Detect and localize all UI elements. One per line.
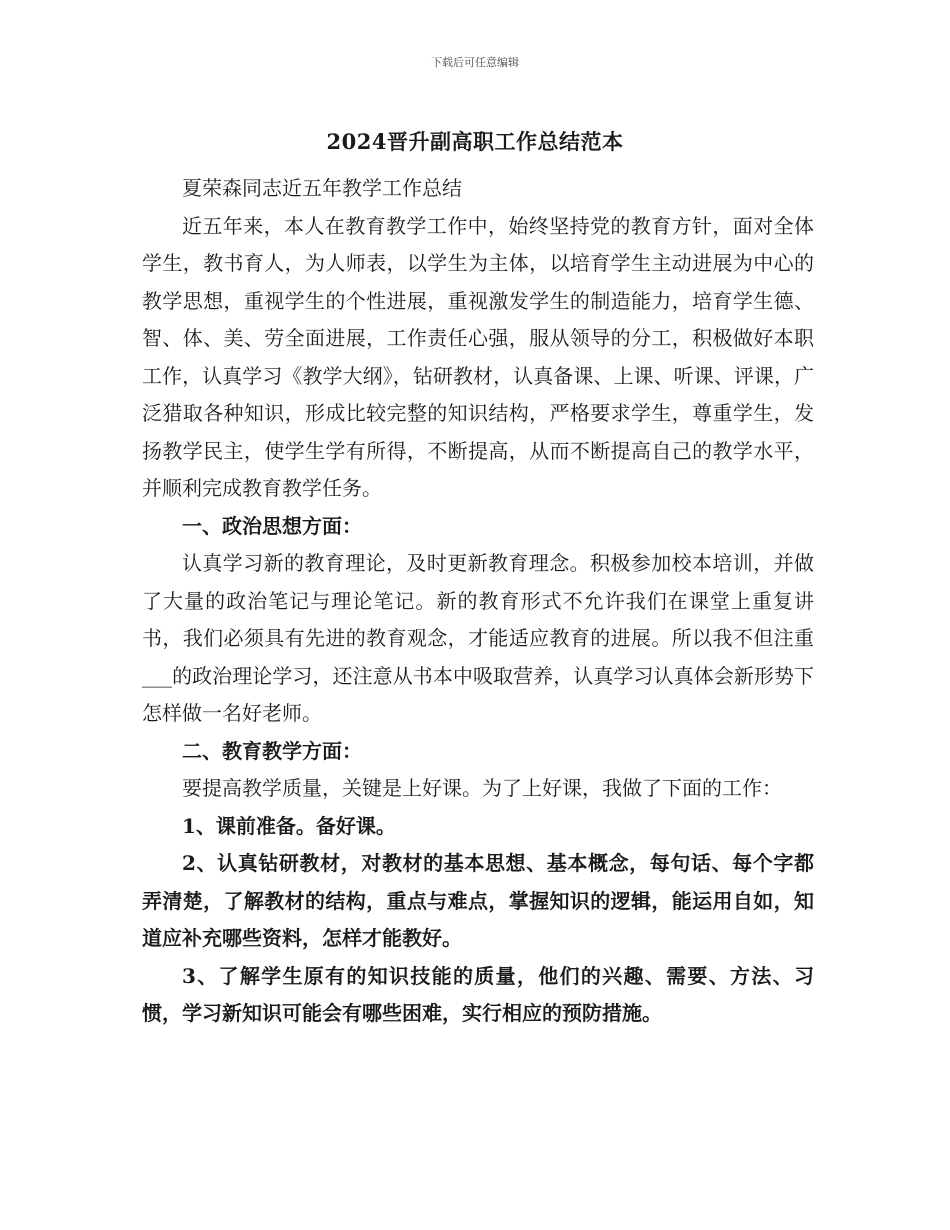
paragraph-intro: 近五年来，本人在教育教学工作中，始终坚持党的教育方针，面对全体学生，教书育人，为人师表，以学生为主体，以培育学生主动进展为中心的教学思想，重视学生的个性进展，重视激发学生的制造能力，培育学生德、智、体、美、劳全面进展，工作责任心强，服从领导的分工，积极做好本职工作，认真学习《教学大纲》，钻研教材，认真备课、上课、听课、评课，广泛猎取各种知识，形成比较完整的知识结构，严格要求学生，尊重学生，发扬教学民主，使学生学有所得，不断提高，从而不断提高自己的教学水平，并顺利完成教育教学任务。 bbox=[142, 213, 814, 500]
document-title: 2024晋升副高职工作总结范本 bbox=[326, 129, 624, 154]
paragraph-politics: 认真学习新的教育理论，及时更新教育理念。积极参加校本培训，并做了大量的政治笔记与理论笔记。新的教育形式不允许我们在课堂上重复讲书，我们必须具有先进的教育观念，才能适应教育的进展。所以我不但注重___的政治理论学习，还注意从书本中吸取营养，认真学习认真体会新形势下怎样做一名好老师。 bbox=[142, 551, 814, 725]
document-body bbox=[142, 170, 814, 1033]
list-item-1: 1、课前准备。备好课。 bbox=[182, 813, 396, 838]
paragraph-subtitle: 夏荣森同志近五年教学工作总结 bbox=[182, 176, 462, 200]
section-heading-teaching: 二、教育教学方面： bbox=[182, 738, 362, 763]
paragraph-teaching: 要提高教学质量，关键是上好课。为了上好课，我做了下面的工作： bbox=[182, 776, 782, 800]
header-note: 下载后可任意编辑 bbox=[431, 56, 519, 69]
list-item-3: 3、了解学生原有的知识技能的质量，他们的兴趣、需要、方法、习惯，学习新知识可能会有哪些困难，实行相应的预防措施。 bbox=[142, 963, 814, 1025]
list-item-2: 2、认真钻研教材，对教材的基本思想、基本概念，每句话、每个字都弄清楚，了解教材的结构，重点与难点，掌握知识的逻辑，能运用自如，知道应补充哪些资料，怎样才能教好。 bbox=[142, 851, 814, 950]
section-heading-politics: 一、政治思想方面： bbox=[182, 513, 362, 538]
